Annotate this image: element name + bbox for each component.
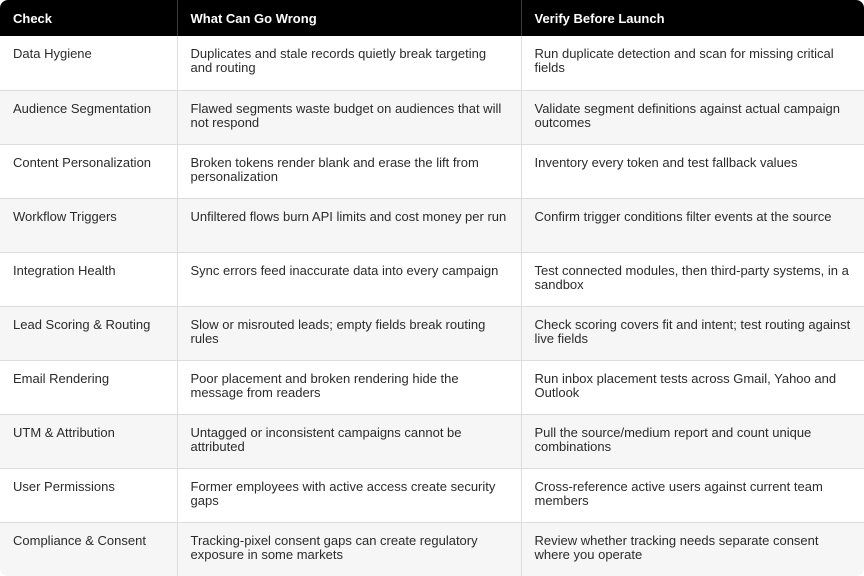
check-cell: Audience Segmentation [0, 90, 177, 144]
table-row [0, 198, 864, 252]
check-cell: Workflow Triggers [0, 198, 177, 252]
check-cell: Data Hygiene [13, 46, 92, 61]
check-cell: Email Rendering [0, 360, 177, 414]
verify-cell: Check scoring covers fit and intent; test routing against live fields [521, 306, 864, 360]
table-row [0, 522, 864, 576]
check-cell: Lead Scoring & Routing [0, 306, 177, 360]
risk-cell: Flawed segments waste budget on audiences that will not respond [177, 90, 521, 144]
header-check: Check [13, 10, 53, 26]
table-body [0, 36, 864, 576]
table-row [0, 414, 864, 468]
verify-cell: Pull the source/medium report and count unique combinations [521, 414, 864, 468]
table-row [0, 306, 864, 360]
header-verify-before-launch: Verify Before Launch [521, 0, 864, 36]
check-cell: Integration Health [0, 252, 177, 306]
risk-cell: Former employees with active access create security gaps [177, 468, 521, 522]
table-row [0, 252, 864, 306]
risk-cell: Duplicates and stale records quietly break targeting and routing [177, 36, 521, 90]
verify-cell: Run duplicate detection and scan for missing critical fields [521, 36, 864, 90]
risk-cell: Tracking-pixel consent gaps can create regulatory exposure in some markets [177, 522, 521, 576]
table-row [0, 468, 864, 522]
risk-cell: Poor placement and broken rendering hide the message from readers [177, 360, 521, 414]
table-row [0, 360, 864, 414]
table-row [0, 144, 864, 198]
verify-cell: Cross-reference active users against current team members [521, 468, 864, 522]
check-cell: Compliance & Consent [0, 522, 177, 576]
header-row [0, 0, 864, 36]
risk-cell: Unfiltered flows burn API limits and cost money per run [177, 198, 521, 252]
table-row [0, 36, 864, 90]
risk-cell: Sync errors feed inaccurate data into every campaign [177, 252, 521, 306]
verify-cell: Review whether tracking needs separate consent where you operate [521, 522, 864, 576]
verify-cell: Inventory every token and test fallback values [521, 144, 864, 198]
risk-cell: Slow or misrouted leads; empty fields break routing rules [177, 306, 521, 360]
header-what-can-go-wrong: What Can Go Wrong [177, 0, 521, 36]
risk-cell: Broken tokens render blank and erase the lift from personalization [177, 144, 521, 198]
risk-cell: Untagged or inconsistent campaigns cannot be attributed [177, 414, 521, 468]
check-cell: UTM & Attribution [0, 414, 177, 468]
verify-cell: Validate segment definitions against actual campaign outcomes [521, 90, 864, 144]
table-row [0, 90, 864, 144]
verify-cell: Run inbox placement tests across Gmail, Yahoo and Outlook [521, 360, 864, 414]
table-header [0, 0, 864, 36]
verify-cell: Test connected modules, then third-party systems, in a sandbox [521, 252, 864, 306]
check-cell: User Permissions [0, 468, 177, 522]
check-cell: Content Personalization [0, 144, 177, 198]
verify-cell: Confirm trigger conditions filter events at the source [521, 198, 864, 252]
